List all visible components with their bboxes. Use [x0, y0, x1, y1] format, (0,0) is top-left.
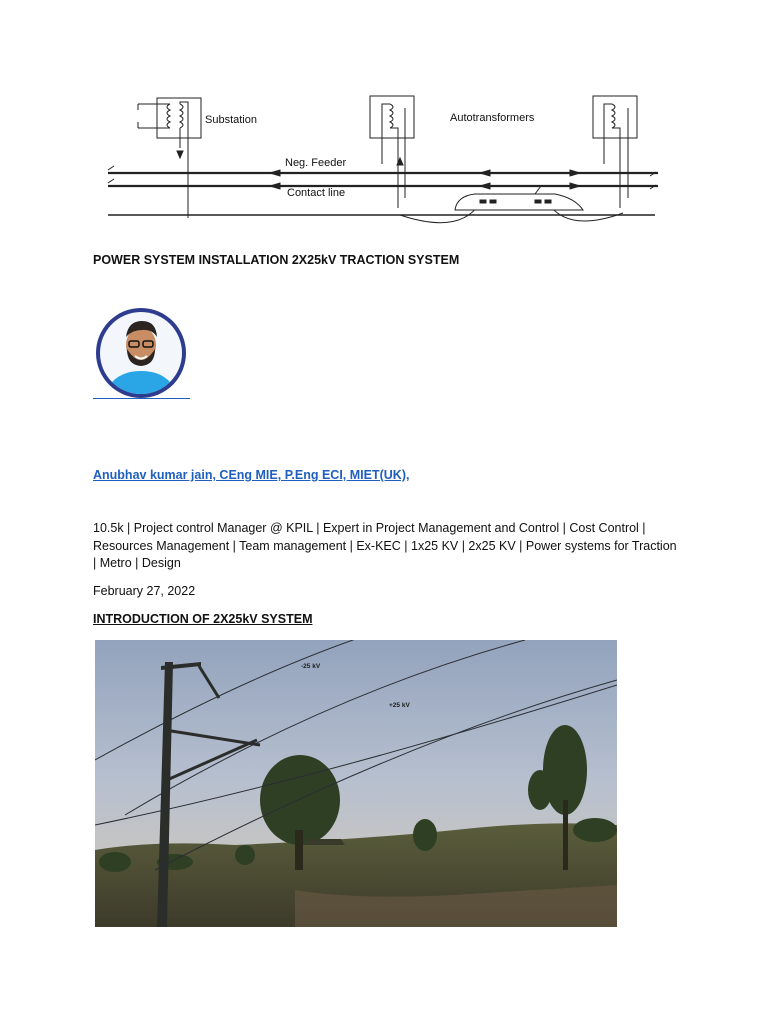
avatar-link-underline [93, 398, 190, 399]
author-link[interactable]: Anubhav kumar jain, CEng MIE, P.Eng ECI, MIET(UK), [93, 468, 410, 482]
traction-system-diagram [100, 88, 670, 228]
substation-transformer-symbol [138, 98, 201, 218]
overhead-line-photo [95, 640, 617, 927]
pos-voltage-label: +25 kV [389, 702, 410, 709]
neg-feeder-label: Neg. Feeder [285, 157, 347, 169]
train-icon [455, 186, 583, 210]
autotransformers-label: Autotransformers [450, 112, 535, 124]
publish-date: February 27, 2022 [93, 584, 196, 598]
author-avatar[interactable] [93, 307, 189, 399]
autotransformer-symbol [593, 96, 637, 208]
section-heading: INTRODUCTION OF 2X25kV SYSTEM [93, 612, 313, 626]
substation-label: Substation [205, 114, 257, 126]
autotransformer-symbol [370, 96, 414, 208]
author-bio: 10.5k | Project control Manager @ KPIL | Expert in Project Management and Control | Cost Control | Resources Management | Team management | Ex-KEC | 1x25 KV | 2x25 KV | Power systems for Traction | Metro | Design [93, 521, 677, 570]
neg-voltage-label: -25 kV [301, 663, 321, 670]
contact-line-label: Contact line [287, 187, 346, 199]
document-title: POWER SYSTEM INSTALLATION 2X25kV TRACTION SYSTEM [93, 253, 460, 267]
